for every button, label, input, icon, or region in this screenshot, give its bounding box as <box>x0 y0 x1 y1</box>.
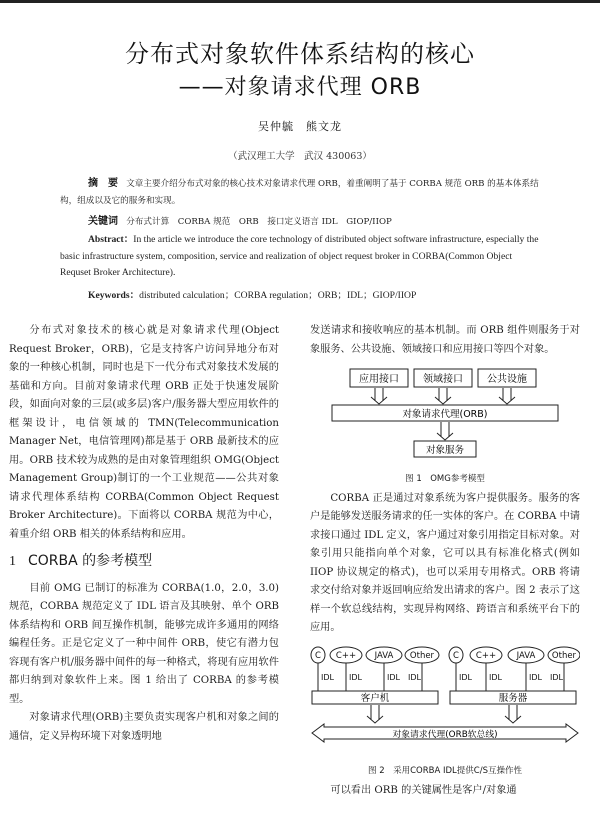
section-1-paragraph-2: 对象请求代理(ORB)主要负责实现客户机和对象之间的通信，定义异构环境下对象透明地 <box>9 712 279 742</box>
fig2-idl-1: IDL <box>321 672 334 682</box>
keywords-cn-label: 关键词 <box>88 216 118 227</box>
figure-2-caption: 图 2 采用CORBA IDL提供C/S互操作性 <box>368 766 522 776</box>
right-paragraph-1: CORBA 正是通过对象系统为客户提供服务。服务的客户是能够发送服务请求的任一实体的客户。在 CORBA 中请求接口通过 IDL 定义，客户通过对象引用指定目标对象。对象引用只能指向单个对象，它可以具有标准化格式(例如 IIOP 协议规定的格式)，也可以采用专用格式。ORB 将请求交付给对象并返回响应给发出请求的客户。图 2 表示了这样一个软总线结构，实现异构网络、跨语言和系统平台下的应用。 <box>310 492 580 633</box>
fig2-connector-arrows <box>367 705 521 723</box>
fig1-label-domain: 领域接口 <box>423 374 463 385</box>
fig2-text-cpp-left: C++ <box>335 650 357 661</box>
fig2-idl-7: IDL <box>529 672 542 682</box>
title-main: 分布式对象软件体系结构的核心 <box>125 40 475 68</box>
fig1-arrow-bottom <box>437 422 453 440</box>
section-1-title: CORBA 的参考模型 <box>28 553 153 569</box>
right-column <box>310 322 580 801</box>
fig2-idl-8: IDL <box>550 672 563 682</box>
fig2-text-c-left: C <box>315 650 321 661</box>
abstract-cn-label: 摘 要 <box>88 178 118 189</box>
fig2-text-cpp-right: C++ <box>475 650 497 661</box>
fig1-label-common: 公共设施 <box>487 374 527 385</box>
fig2-idl-2: IDL <box>349 672 362 682</box>
left-column <box>9 322 279 746</box>
fig2-server-label: 服务器 <box>498 692 528 704</box>
abstract-en-text: In the article we introduce the core technology of distributed object software infrastructure, especially the basic infrastructure system, composition, service and realization of object request broker in CORBA(Common Object Requset Broker Architecture). <box>60 234 539 278</box>
figure-1-caption: 图 1 OMG参考模型 <box>405 473 485 484</box>
right-paragraph-2: 可以看出 ORB 的关键属性是客户/对象通 <box>330 785 517 796</box>
fig2-idl-3: IDL <box>387 672 400 682</box>
fig1-service-label: 对象服务 <box>425 445 465 456</box>
keywords-en <box>60 288 542 305</box>
abstract-cn <box>60 176 542 209</box>
fig2-idl-5: IDL <box>459 672 472 682</box>
fig2-client-label: 客户机 <box>360 692 390 704</box>
top-rule <box>0 0 600 3</box>
keywords-en-text: distributed calculation；CORBA regulation；ORB；IDL；GIOP/IIOP <box>139 290 417 301</box>
fig2-text-java-right: JAVA <box>516 650 536 661</box>
fig1-label-app: 应用接口 <box>359 374 399 385</box>
fig2-idl-6: IDL <box>489 672 502 682</box>
keywords-en-label: Keywords： <box>88 290 140 301</box>
affiliation: （武汉理工大学 武汉 430063） <box>228 151 372 162</box>
section-1-heading <box>9 552 279 572</box>
fig2-text-other-right: Other <box>551 650 577 661</box>
figure-2-diagram <box>310 646 580 770</box>
keywords-cn-text: 分布式计算 CORBA 规范 ORB 接口定义语言 IDL GIOP/IIOP <box>126 217 392 227</box>
right-paragraph-0: 发送请求和接收响应的基本机制。而 ORB 组件则服务于对象服务、公共设施、领域接口和应用接口等四个对象。 <box>310 325 580 355</box>
fig2-text-other-left: Other <box>409 650 435 661</box>
keywords-cn <box>60 214 542 231</box>
figure-2 <box>310 646 580 779</box>
title-subtitle: ——对象请求代理 ORB <box>178 75 422 100</box>
abstract-en <box>60 232 542 282</box>
section-1-number: 1 <box>9 554 16 569</box>
fig2-bus-label: 对象请求代理(ORB软总线) <box>392 729 498 740</box>
fig1-arrows-top <box>371 388 515 404</box>
fig1-orb-label: 对象请求代理(ORB) <box>402 409 488 420</box>
intro-paragraph: 分布式对象技术的核心就是对象请求代理(Object Request Broker，ORB)，它是支持客户访问异地分布对象的一种核心机制，同时也是下一代分布式对象技术发展的基础和方向。目前对象请求代理 ORB 正处于快速发展阶段，如面向对象的三层(或多层)客户/服务器大型应用软件的框架设计，电信领域的 TMN(Telecommunication Manager Net，电信管理网)都是基于 ORB 最新技术的应用。ORB 技术较为成熟的是由对象管理组织 OMG(Object Management Group)制订的一个工业规范——公共对象请求代理体系结构 CORBA(Common Object Request Broker Architecture)。下面将以 CORBA 规范为中心，着重介绍 ORB 相关的体系结构和应用。 <box>9 325 279 540</box>
fig2-text-java-left: JAVA <box>374 650 394 661</box>
authors: 吴仲毓 熊文龙 <box>258 120 342 133</box>
abstract-en-label: Abstract： <box>88 234 134 245</box>
figure-1 <box>310 367 580 486</box>
section-1-paragraph-1: 目前 OMG 已制订的标准为 CORBA(1.0，2.0，3.0) 规范，CORBA 规范定义了 IDL 语言及其映射、单个 ORB 体系结构和 ORB 间互操作机制，能够完成许多通用的网络编程任务。正是它定义了一种中间件 ORB，使它有潜力包容现有客户机/服务器中间件的每一种格式，将现有应用软件都归纳到对象软件上来。图 1 给出了 CORBA 的参考模型。 <box>9 582 279 705</box>
figure-1-diagram <box>310 367 580 465</box>
fig2-text-c-right: C <box>453 650 459 661</box>
fig2-idl-4: IDL <box>408 672 421 682</box>
abstract-cn-text: 文章主要介绍分布式对象的核心技术对象请求代理 ORB，着重阐明了基于 CORBA 规范 ORB 的基本体系结构，组成以及它的服务和实现。 <box>60 179 539 206</box>
